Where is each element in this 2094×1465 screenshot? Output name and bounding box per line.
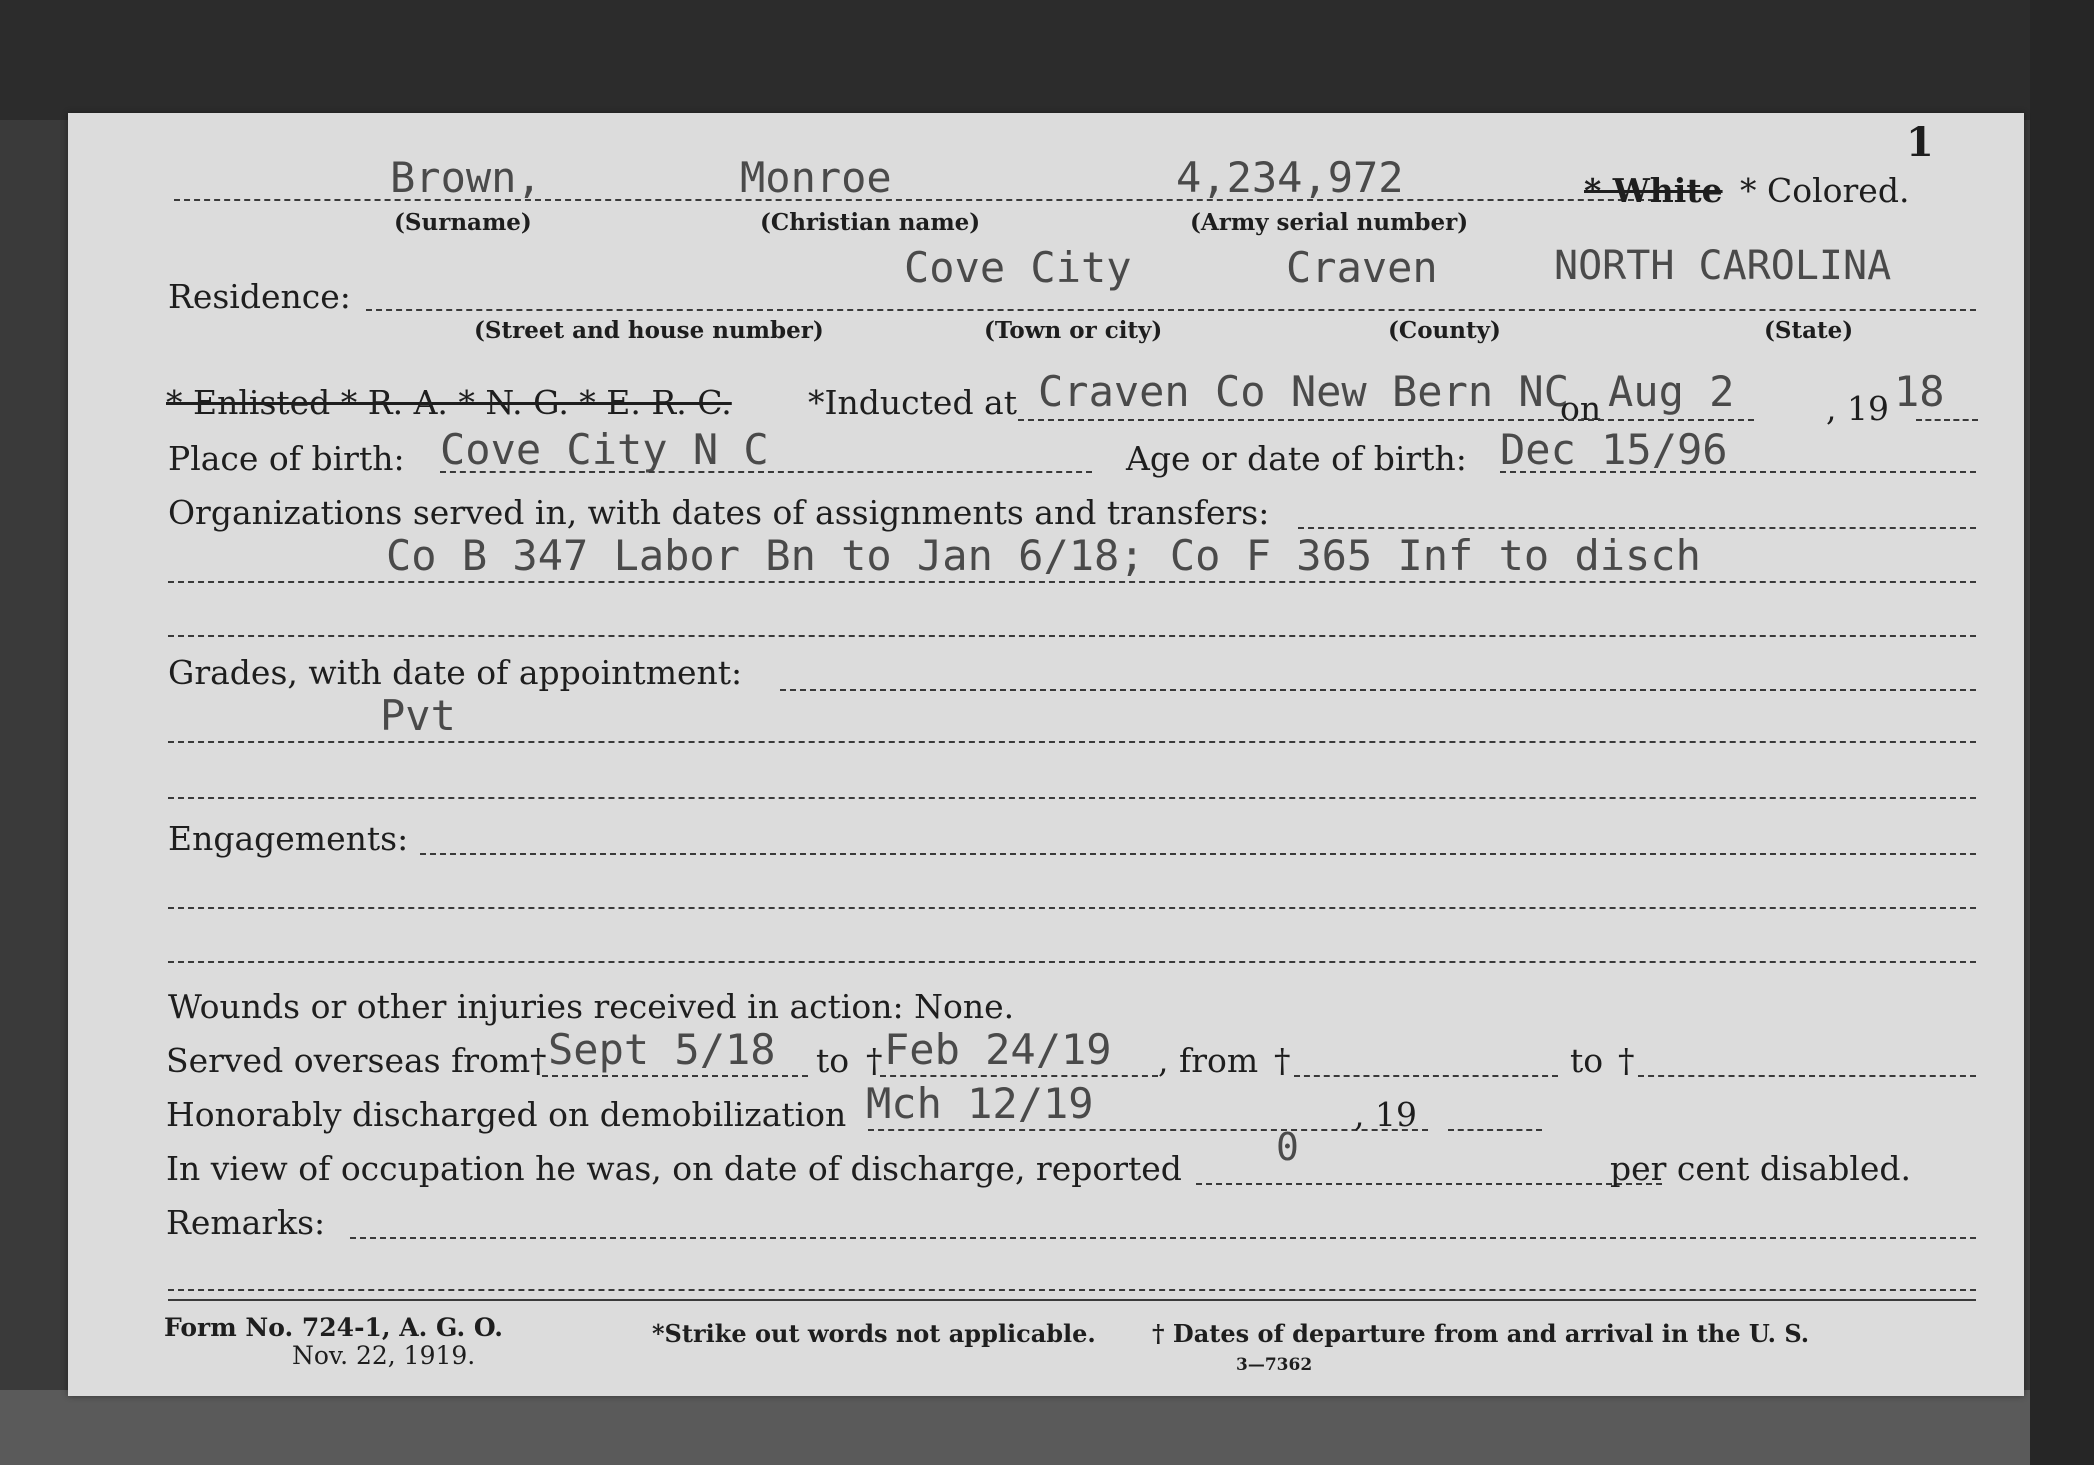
overseas-from2-label: , from — [1158, 1041, 1259, 1080]
inducted-year-value: 18 — [1894, 367, 1945, 416]
christian-name-caption: (Christian name) — [760, 209, 981, 236]
disability-line — [1196, 1183, 1662, 1185]
remarks-label: Remarks: — [166, 1203, 326, 1242]
organizations-value: Co B 347 Labor Bn to Jan 6/18; Co F 365 Inf to disch — [386, 531, 1701, 580]
service-record-card — [68, 113, 2024, 1396]
dates-note: † Dates of departure from and arrival in the U. S. — [1152, 1319, 1810, 1348]
residence-town-value: Cove City — [904, 243, 1132, 292]
town-caption: (Town or city) — [984, 317, 1163, 344]
scan-background-right — [2030, 0, 2094, 1465]
birth-date-line — [1500, 471, 1976, 473]
inducted-label: *Inducted at — [808, 383, 1017, 422]
discharge-year-line — [1448, 1129, 1542, 1131]
organizations-line-1 — [1298, 527, 1976, 529]
organizations-line-3 — [168, 635, 1976, 637]
colored-label: * Colored. — [1740, 171, 1910, 210]
engagements-line-2 — [168, 907, 1976, 909]
organizations-line-2 — [168, 581, 1976, 583]
overseas-to2-label: to — [1570, 1041, 1604, 1080]
print-code: 3—7362 — [1236, 1355, 1313, 1375]
discharge-date-value: Mch 12/19 — [866, 1079, 1094, 1128]
enlistment-type-struck: * Enlisted * R. A. * N. G. * E. R. C. — [166, 383, 732, 422]
name-line — [174, 199, 1654, 201]
street-caption: (Street and house number) — [474, 317, 824, 344]
engagements-label: Engagements: — [168, 819, 409, 858]
birth-place-line — [440, 471, 1092, 473]
birth-place-value: Cove City N C — [440, 425, 769, 474]
birth-place-label: Place of birth: — [168, 439, 405, 478]
scan-background-bottom — [0, 1390, 2094, 1465]
white-label: * White — [1584, 171, 1723, 210]
surname-caption: (Surname) — [394, 209, 532, 236]
inducted-place-value: Craven Co New Bern NC — [1038, 367, 1570, 416]
form-number: Form No. 724-1, A. G. O. — [164, 1313, 503, 1342]
overseas-to-line — [880, 1075, 1158, 1077]
grades-line-3 — [168, 797, 1976, 799]
overseas-to2-line — [1638, 1075, 1976, 1077]
overseas-to-value: Feb 24/19 — [884, 1025, 1112, 1074]
form-date: Nov. 22, 1919. — [292, 1341, 476, 1370]
discharge-line — [868, 1129, 1428, 1131]
dagger-4: † — [1618, 1041, 1635, 1080]
organizations-label: Organizations served in, with dates of assignments and transfers: — [168, 493, 1270, 532]
county-caption: (County) — [1388, 317, 1501, 344]
card-number: 1 — [1906, 119, 1934, 166]
overseas-from-line — [542, 1075, 808, 1077]
christian-name-value: Monroe — [740, 153, 892, 202]
residence-label: Residence: — [168, 277, 351, 316]
grades-label: Grades, with date of appointment: — [168, 653, 743, 692]
year-line — [1916, 419, 1978, 421]
birth-date-value: Dec 15/96 — [1500, 425, 1728, 474]
dagger-3: † — [1274, 1041, 1291, 1080]
discharge-label: Honorably discharged on demobilization — [166, 1095, 847, 1134]
wounds-label: Wounds or other injuries received in action: None. — [168, 987, 1015, 1026]
dagger-1: † — [530, 1041, 547, 1080]
discharge-year-label: , 19 — [1354, 1095, 1417, 1134]
serial-number-caption: (Army serial number) — [1190, 209, 1469, 236]
grades-line-2 — [168, 741, 1976, 743]
overseas-to-label: to — [816, 1041, 850, 1080]
grades-value: Pvt — [380, 691, 456, 740]
inducted-date-value: Aug 2 — [1608, 367, 1735, 416]
footer-rule — [168, 1299, 1976, 1301]
residence-line — [366, 309, 1976, 311]
residence-state-value: NORTH CAROLINA — [1554, 243, 1892, 289]
overseas-from2-line — [1294, 1075, 1558, 1077]
engagements-line-3 — [168, 961, 1976, 963]
surname-value: Brown, — [390, 153, 542, 202]
disability-value: 0 — [1276, 1125, 1299, 1169]
state-caption: (State) — [1764, 317, 1854, 344]
year-prefix-label: , 19 — [1826, 389, 1889, 428]
overseas-label: Served overseas from — [166, 1041, 531, 1080]
induction-line — [1018, 419, 1754, 421]
disability-suffix: per cent disabled. — [1610, 1149, 1912, 1188]
grades-line-1 — [780, 689, 1976, 691]
disability-label: In view of occupation he was, on date of discharge, reported — [166, 1149, 1182, 1188]
strike-note: *Strike out words not applicable. — [652, 1319, 1096, 1348]
scan-background-top — [0, 0, 2094, 120]
remarks-line-2 — [168, 1289, 1976, 1291]
overseas-from-value: Sept 5/18 — [548, 1025, 776, 1074]
serial-number-value: 4,234,972 — [1176, 153, 1404, 202]
remarks-line-1 — [350, 1237, 1976, 1239]
dagger-2: † — [866, 1041, 883, 1080]
residence-county-value: Craven — [1286, 243, 1438, 292]
birth-date-label: Age or date of birth: — [1126, 439, 1467, 478]
on-label: on — [1560, 389, 1602, 428]
engagements-line-1 — [420, 853, 1976, 855]
